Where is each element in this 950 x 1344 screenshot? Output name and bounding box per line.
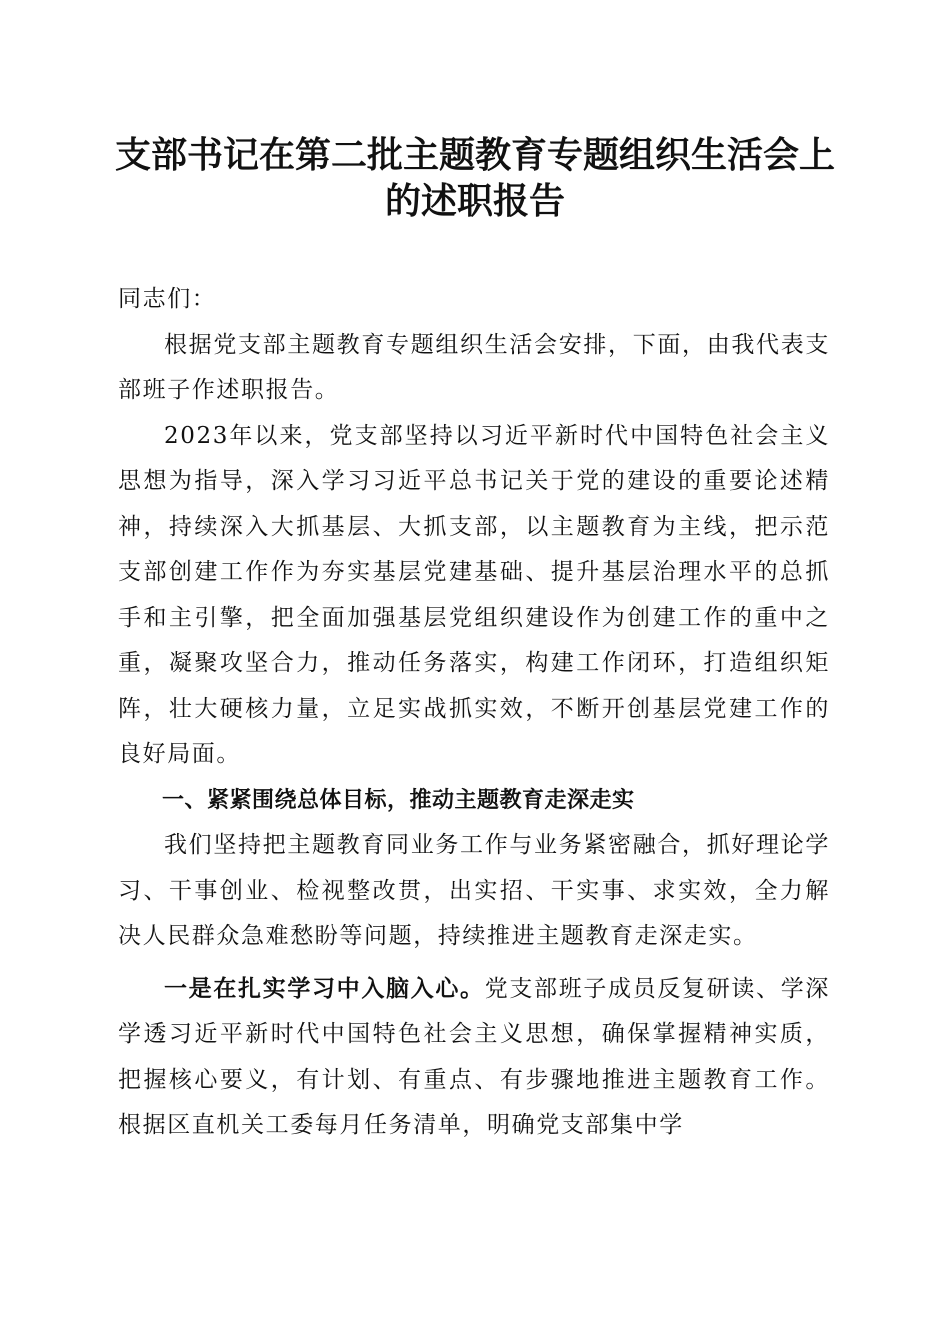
section-heading-1: 一、紧紧围绕总体目标，推动主题教育走深走实 (162, 787, 635, 813)
document-body (118, 277, 830, 1149)
title-line-2: 的述职报告 (384, 180, 565, 222)
document-title (95, 132, 855, 224)
paragraph-overview: 2023年以来，党支部坚持以习近平新时代中国特色社会主义思想为指导，深入学习习近平总书记关于党的建设的重要论述精神，持续深入大抓基层、大抓支部，以主题教育为主线，把示范支部创建工作作为夯实基层党建基础、提升基层治理水平的总抓手和主引擎，把全面加强基层党组织建设作为创建工作的重中之重，凝聚攻坚合力，推动任务落实，构建工作闭环，打造组织矩阵，壮大硬核力量，立足实战抓实效，不断开创基层党建工作的良好局面。 (118, 422, 830, 767)
paragraph-intro: 根据党支部主题教育专题组织生活会安排，下面，由我代表支部班子作述职报告。 (118, 331, 830, 403)
point-1-text: 党支部班子成员反复研读、学深学透习近平新时代中国特色社会主义思想，确保掌握精神实质，把握核心要义，有计划、有重点、有步骤地推进主题教育工作。根据区直机关工委每月任务清单，明确党支部集中学 (118, 975, 830, 1138)
title-line-1: 支部书记在第二批主题教育专题组织生活会上 (114, 134, 835, 176)
point-1-lead: 一是在扎实学习中入脑入心。 (164, 974, 485, 1002)
paragraph-section-1: 我们坚持把主题教育同业务工作与业务紧密融合，抓好理论学习、干事创业、检视整改贯，出实招、干实事、求实效，全力解决人民群众急难愁盼等问题，持续推进主题教育走深走实。 (118, 832, 830, 949)
salutation: 同志们： (118, 286, 217, 312)
paragraph-point-1 (118, 966, 830, 1149)
